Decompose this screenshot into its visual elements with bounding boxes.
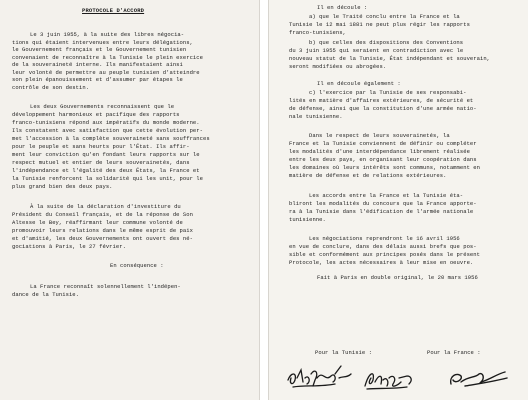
para2-line: la Tunisie renforcent la solidarité qui les unit, pour le — [12, 175, 203, 182]
para2-line: de défense, ainsi que la constitution d'une armée natio- — [289, 105, 477, 112]
para3-line: les modalités d'une interdépendance librement réalisée — [289, 148, 470, 155]
tunisia-signature-2 — [361, 364, 417, 392]
para1-line: nouveau statut de la Tunisie, État indépendant et souverain, — [289, 55, 491, 62]
para4-line: Les accords entre la France et la Tunisie éta- — [309, 192, 464, 199]
para1-line: du 3 juin 1955 qui seraient en contradiction avec le — [289, 47, 464, 54]
para1-line: Le 3 juin 1955, à la suite des libres négocia- — [30, 31, 185, 38]
signatory-france-label: Pour la France : — [427, 349, 481, 356]
para2-line: nale tunisienne. — [289, 113, 343, 120]
para5-line: Protocole, les actes nécessaires à leur mise en oeuvre. — [289, 259, 474, 266]
para3-line: entre les deux pays, en organisant leur coopération dans — [289, 156, 477, 163]
para2-line: ment leur conviction qu'en fondant leurs rapports sur le — [12, 151, 200, 158]
para1-line: tions qui étaient intervenues entre leurs délégations, — [12, 38, 193, 46]
para4-line: La France reconnaît solennellement l'indépen- — [30, 283, 181, 290]
closing-line: Fait à Paris en double original, le 20 mars 1956 — [317, 274, 478, 281]
para5-line: Les négociations reprendront le 16 avril 1956 — [309, 235, 460, 242]
protocol-page-left — [0, 0, 260, 400]
para3-line: matière de défense et de relations extérieures. — [289, 172, 447, 179]
para2-line: franco-tunisiens répond aux impératifs du monde moderne. — [12, 119, 200, 126]
consequence-line: En conséquence : — [110, 262, 164, 269]
page-gutter — [260, 0, 268, 400]
para1-line: b) que celles des dispositions des Conventions — [309, 39, 464, 46]
tunisia-signature-1 — [285, 360, 361, 392]
france-signature — [445, 362, 513, 392]
para2-line: respect mutuel et entier de leurs souverainetés, dans — [12, 159, 190, 166]
para3-line: et d'amitié, les deux Gouvernements ont ouvert des né- — [12, 235, 193, 242]
para5-line: sible et conformément aux principes posés dans le présent — [289, 251, 480, 258]
para1-line: Tunisie le 12 mai 1881 ne peut plus régir les rapports — [289, 21, 470, 28]
para1-line: de la souveraineté interne. Ils manifestaient ainsi — [12, 61, 183, 68]
para4-line: bliront les modalités du concours que la France apporte- — [289, 200, 477, 207]
para1-line: convenaient de reconnaître à la Tunisie le plein exercice — [12, 53, 203, 61]
para4-line: dance de la Tunisie. — [12, 291, 80, 298]
para3-line: France et la Tunisie conviennent de définir ou compléter — [289, 140, 477, 147]
para2-line: pour le peuple et sans heurts pour l'État. Ils affir- — [12, 143, 190, 150]
para2-line: lités en matière d'affaires extérieures, de sécurité et — [289, 97, 474, 104]
para1-line: a) que le Traité conclu entre la France et la — [309, 13, 460, 20]
para3-line: gociations à Paris, le 27 février. — [12, 243, 126, 250]
para3-line: Altesse le Bey, réaffirmant leur commune volonté de — [12, 219, 183, 226]
para2-line: c) l'exercice par la Tunisie de ses responsabi- — [309, 89, 467, 96]
para3-line: Dans le respect de leurs souverainetés, la — [309, 132, 450, 139]
para3-line: promouvoir leurs relations dans le même esprit de paix — [12, 227, 193, 234]
para2-line: développement harmonieux et pacifique des rapports — [12, 111, 180, 118]
para4-line: ra à la Tunisie dans l'édification de l'armée nationale — [289, 208, 474, 215]
para1-line: leur volonté de permettre au peuple tunisien d'atteindre — [12, 68, 200, 76]
para2-line: plus grand bien des deux pays. — [12, 183, 113, 190]
para2-line: Ils constatent avec satisfaction que cette évolution per- — [12, 127, 203, 134]
para2-lead: Il en découle également : — [317, 80, 401, 87]
para3-line: Président du Conseil français, et de la réponse de Son — [12, 211, 193, 218]
para1-line: le Gouvernement français et le Gouvernement tunisien — [12, 46, 187, 53]
para2-line: met l'accession à la complète souveraineté sans souffrances — [12, 135, 210, 142]
para1-line: contrôle de son destin. — [12, 83, 90, 91]
para3-line: À la suite de la déclaration d'investiture du — [30, 203, 181, 210]
para4-line: tunisienne. — [289, 216, 326, 223]
para1-line: son plein épanouissement et d'assumer par étapes le — [12, 76, 183, 83]
para1-lead: Il en découle : — [317, 4, 368, 11]
para5-line: en vue de conclure, dans des délais aussi brefs que pos- — [289, 243, 477, 250]
signatory-tunisia-label: Pour la Tunisie : — [315, 349, 372, 356]
protocol-title: PROTOCOLE D'ACCORD — [82, 7, 145, 14]
protocol-page-right — [268, 0, 528, 400]
para1-line: franco-tunisiens, — [289, 29, 346, 36]
para1-line: seront modifiées ou abrogées. — [289, 63, 387, 70]
para2-line: l'indépendance et l'égalité des deux États, la France et — [12, 167, 200, 174]
para2-line: Les deux Gouvernements reconnaissent que le — [30, 103, 175, 110]
para3-line: les domaines où leurs intérêts sont communs, notamment en — [289, 164, 480, 171]
